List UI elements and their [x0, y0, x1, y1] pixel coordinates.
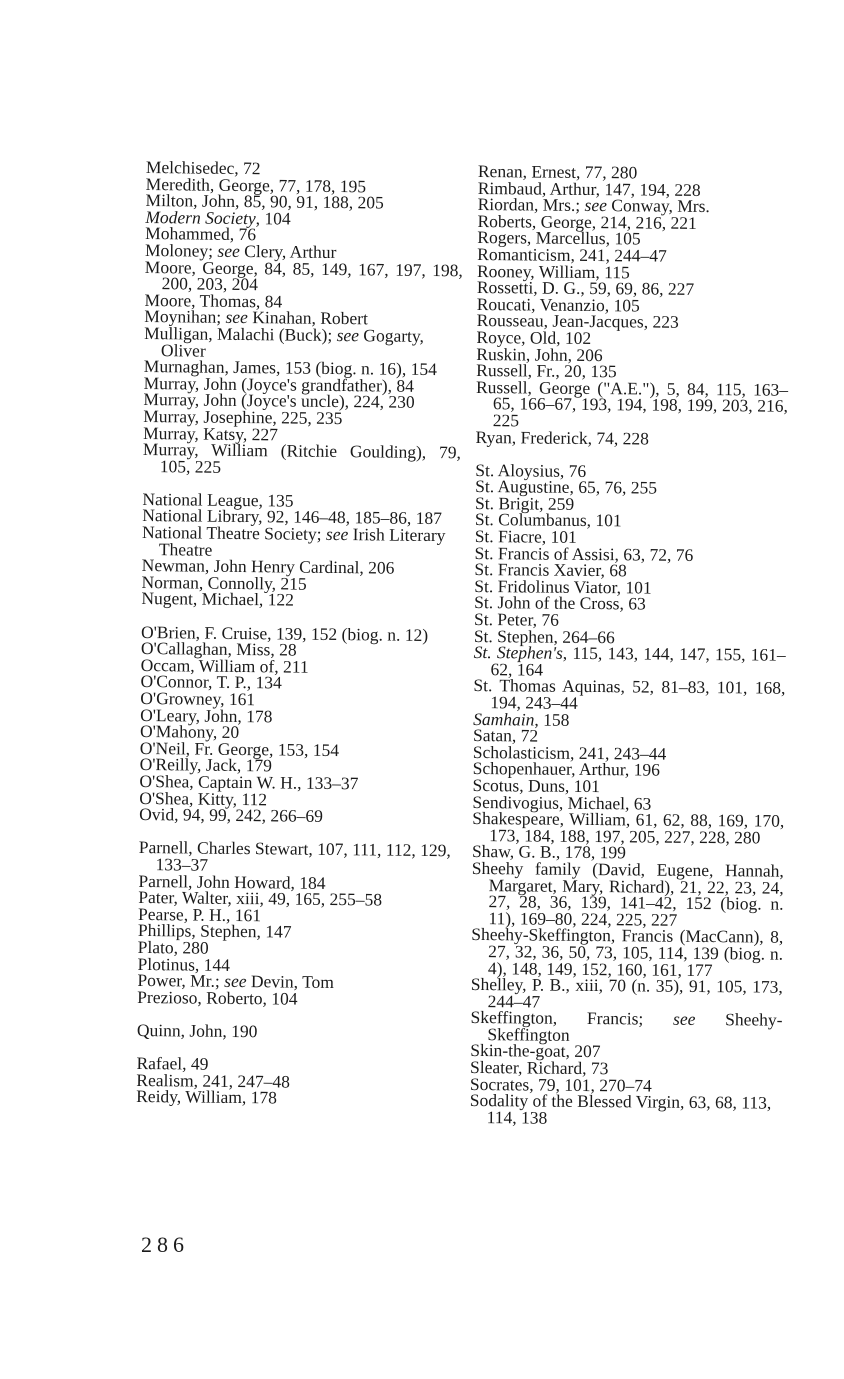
- index-entry: [143, 441, 461, 478]
- index-entry-text: O'Shea, Captain W. H., 133–37: [139, 770, 359, 794]
- index-entry-text: National League, 135: [142, 488, 294, 511]
- index-entry-text: Shelley, P. B., xiii, 70 (n. 35), 91, 105, 173, 244–47: [470, 974, 783, 1012]
- index-entry-text: St. John of the Cross, 63: [474, 592, 646, 614]
- index-entry-text: Mohammed, 76: [145, 223, 257, 245]
- index-entry-text: Devin, Tom: [246, 971, 335, 993]
- index-entry-italic-text: see: [584, 195, 608, 216]
- index-entry-text: Royce, Old, 102: [476, 326, 592, 348]
- index-entry-text: Realism, 241, 247–48: [136, 1069, 291, 1092]
- index-entry-text: Romanticism, 241, 244–47: [477, 243, 667, 266]
- index-entry-text: Parnell, Charles Stewart, 107, 111, 112, 129, 133–37: [138, 837, 451, 875]
- index-entry-text: Power, Mr.;: [137, 970, 225, 991]
- index-entry: [475, 376, 789, 432]
- index-entry-italic-text: see: [672, 1009, 696, 1030]
- index-entry: [476, 428, 788, 447]
- index-entry-text: Riordan, Mrs.;: [477, 194, 585, 216]
- index-entry-text: Rogers, Marcellus, 105: [477, 227, 641, 249]
- index-entry-text: Rimbaud, Arthur, 147, 194, 228: [477, 177, 701, 200]
- index-entry-text: Moore, Thomas, 84: [144, 289, 283, 312]
- index-entry-text: Irish Literary Theatre: [158, 524, 446, 560]
- index-entry-text: Occam, William of, 211: [140, 654, 309, 677]
- index-entry-italic-text: see: [336, 324, 360, 346]
- index-entry-text: Murray, John (Joyce's grandfather), 84: [143, 372, 415, 396]
- index-entry-text: Pearse, P. H., 161: [137, 903, 262, 925]
- index-entry-text: Milton, John, 85, 90, 91, 188, 205: [145, 190, 384, 213]
- index-entry-text: Sodality of the Blessed Virgin, 63, 68, 113, 114, 138: [469, 1090, 772, 1128]
- index-entry-text: Shaw, G. B., 178, 199: [471, 841, 627, 863]
- index-entry-text: Nugent, Michael, 122: [141, 588, 295, 611]
- index-entry-text: Rooney, William, 115: [476, 260, 630, 282]
- index-entry-text: St. Francis of Assisi, 63, 72, 76: [474, 542, 694, 565]
- index-entry-text: , 115, 143, 144, 147, 155, 161–62, 164: [490, 642, 786, 680]
- index-entry-italic-text: see: [325, 523, 349, 545]
- index-entry-text: Murray, Josephine, 225, 235: [143, 405, 343, 428]
- index-entry: [471, 926, 783, 979]
- index-entry-text: Mulligan, Malachi (Buck);: [144, 322, 337, 345]
- index-entry-text: Murray, John (Joyce's uncle), 224, 230: [143, 389, 415, 413]
- index-entry-text: St. Aloysius, 76: [475, 459, 587, 481]
- index-entry-text: O'Callaghan, Miss, 28: [140, 638, 297, 660]
- index-entry-text: Sheehy family (David, Eugene, Hannah, Margaret, Mary, Richard), 21, 22, 23, 24, 27, 28, 36, 139, 141–42, 152 (biog. n. 11), 169–80, 224, 225, 227: [471, 857, 784, 930]
- index-entry-text: Murray, Katsy, 227: [143, 422, 279, 444]
- index-entry-text: O'Brien, F. Cruise, 139, 152 (biog. n. 12): [140, 621, 429, 645]
- index-entry-text: Quinn, John, 190: [136, 1019, 258, 1042]
- index-entry-text: Rossetti, D. G., 59, 69, 86, 227: [476, 277, 695, 300]
- index-entry-text: O'Shea, Kitty, 112: [139, 787, 268, 809]
- index-entry-text: Sendivogius, Michael, 63: [472, 791, 652, 814]
- index-entry-italic-text: see: [217, 240, 240, 261]
- index-entry-text: Plato, 280: [137, 936, 209, 958]
- index-entry-text: O'Growney, 161: [140, 687, 256, 710]
- index-entry: [136, 1088, 454, 1108]
- index-entry-text: Pater, Walter, xiii, 49, 165, 255–58: [138, 887, 383, 910]
- index-entry-text: National Library, 92, 146–48, 185–86, 187: [142, 505, 443, 529]
- index-entry-text: Kinahan, Robert: [247, 307, 369, 329]
- index-entry-text: St. Thomas Aquinas, 52, 81–83, 101, 168, 194, 243–44: [473, 675, 786, 713]
- index-entry-text: Ruskin, John, 206: [476, 343, 603, 365]
- index-entry-text: Sheehy-Skeffington: [487, 1009, 783, 1045]
- index-entry-text: O'Neil, Fr. George, 153, 154: [139, 737, 340, 760]
- index-entry-text: Roucati, Venanzio, 105: [476, 293, 640, 316]
- index-entry-text: Sleater, Richard, 73: [470, 1057, 609, 1079]
- index-entry-text: Conway, Mrs.: [606, 195, 710, 217]
- index-entry-text: O'Leary, John, 178: [140, 704, 273, 726]
- index-entry-text: Phillips, Stephen, 147: [137, 920, 292, 942]
- page-number: 286: [141, 1232, 189, 1257]
- index-entry-text: Rousseau, Jean-Jacques, 223: [476, 310, 679, 333]
- index-entry-text: Roberts, George, 214, 216, 221: [477, 210, 697, 233]
- index-entry-text: Russell, Fr., 20, 135: [476, 360, 617, 382]
- index-entry-text: St. Francis Xavier, 68: [474, 559, 627, 581]
- index-entry-text: St. Brigit, 259: [474, 492, 575, 514]
- index-entry-text: St. Augustine, 65, 76, 255: [475, 476, 658, 498]
- index-entry-text: Rafael, 49: [136, 1053, 209, 1074]
- index-entry: [473, 677, 785, 713]
- index-entry: [136, 1019, 455, 1042]
- index-entry-italic-text: Modern Society: [145, 206, 256, 228]
- index-entry-text: Gogarty, Oliver: [160, 325, 425, 361]
- index-entry-text: St. Stephen, 264–66: [473, 625, 615, 647]
- index-entry-text: St. Fridolinus Viator, 101: [474, 575, 652, 598]
- index-entry-text: , 104: [255, 207, 291, 229]
- index-entry-text: Newman, John Henry Cardinal, 206: [141, 555, 395, 578]
- index-entry-text: Moynihan;: [144, 306, 226, 328]
- index-entry-text: Moloney;: [144, 239, 218, 261]
- index-entry-text: St. Peter, 76: [473, 609, 559, 630]
- index-entry-text: O'Mahony, 20: [139, 721, 240, 743]
- index-entry-text: O'Connor, T. P., 134: [140, 671, 282, 693]
- index-entry-text: Skeffington, Francis;: [470, 1007, 674, 1030]
- index-entry-text: Russell, George ("A.E."), 5, 84, 115, 163–65, 166–67, 193, 194, 198, 199, 203, 216, 225: [475, 376, 789, 431]
- index-entry-text: Scotus, Duns, 101: [472, 774, 601, 797]
- index-entry-italic-text: see: [224, 970, 247, 992]
- index-entry-text: O'Reilly, Jack, 179: [139, 754, 273, 776]
- index-entry-text: Ryan, Frederick, 74, 228: [475, 426, 649, 449]
- index-entry-text: Sheehy-Skeffington, Francis (MacCann), 8, 27, 32, 36, 50, 73, 105, 114, 139 (biog. n. 4), 148, 149, 152, 160, 161, 177: [471, 924, 784, 980]
- index-entry: [470, 1009, 782, 1045]
- index-entry-text: Reidy, William, 178: [136, 1086, 278, 1108]
- index-entry-text: Prezioso, Roberto, 104: [137, 986, 298, 1009]
- index-entry-italic-text: Samhain: [473, 708, 535, 730]
- index-entry-text: St. Fiacre, 101: [474, 526, 577, 547]
- index-entry-text: Meredith, George, 77, 178, 195: [145, 173, 367, 196]
- index-entry: [470, 1092, 782, 1128]
- index-entry-text: Moore, George, 84, 85, 149, 167, 197, 198, 200, 203, 204: [144, 256, 463, 295]
- index-entry-italic-text: St. Stephen's: [473, 642, 563, 663]
- index-entry-text: Shakespeare, William, 61, 62, 88, 169, 170, 173, 184, 188, 197, 205, 227, 228, 280: [472, 808, 785, 848]
- index-entry-text: Murnaghan, James, 153 (biog. n. 16), 154: [143, 356, 438, 380]
- index-entry-text: Ovid, 94, 99, 242, 266–69: [139, 804, 323, 827]
- index-entry-text: Skin-the-goat, 207: [470, 1040, 601, 1062]
- index-entry: [472, 810, 784, 846]
- index-entry-text: National Theatre Society;: [141, 522, 327, 544]
- index-entry-text: Plotinus, 144: [137, 953, 231, 975]
- index-entry-text: Scholasticism, 241, 243–44: [472, 741, 667, 764]
- index-column-right: [470, 163, 790, 1128]
- index-entry: [471, 976, 783, 1012]
- index-entry: [137, 986, 455, 1009]
- index-entry-text: , 158: [534, 709, 570, 730]
- index-entry-italic-text: see: [225, 307, 248, 328]
- index-entry-text: Clery, Arthur: [239, 240, 337, 262]
- index-entry-text: Melchisedec, 72: [145, 157, 261, 179]
- index-entry: [139, 806, 457, 826]
- index-entry-text: Satan, 72: [472, 725, 539, 746]
- index-entry-text: Parnell, John Howard, 184: [138, 870, 326, 893]
- index-entry-text: St. Columbanus, 101: [474, 509, 622, 531]
- index-entry: [474, 644, 786, 680]
- index-column-left: [136, 159, 464, 1108]
- index-entry-text: Renan, Ernest, 77, 280: [477, 161, 638, 183]
- index-entry-text: Schopenhauer, Arthur, 196: [472, 758, 660, 780]
- index-entry-text: Murray, William (Ritchie Goulding), 79, 105, 225: [142, 439, 462, 477]
- index-entry-text: Socrates, 79, 101, 270–74: [469, 1073, 652, 1096]
- index-entry-text: Norman, Connolly, 215: [141, 571, 307, 594]
- index-entry: [471, 857, 784, 930]
